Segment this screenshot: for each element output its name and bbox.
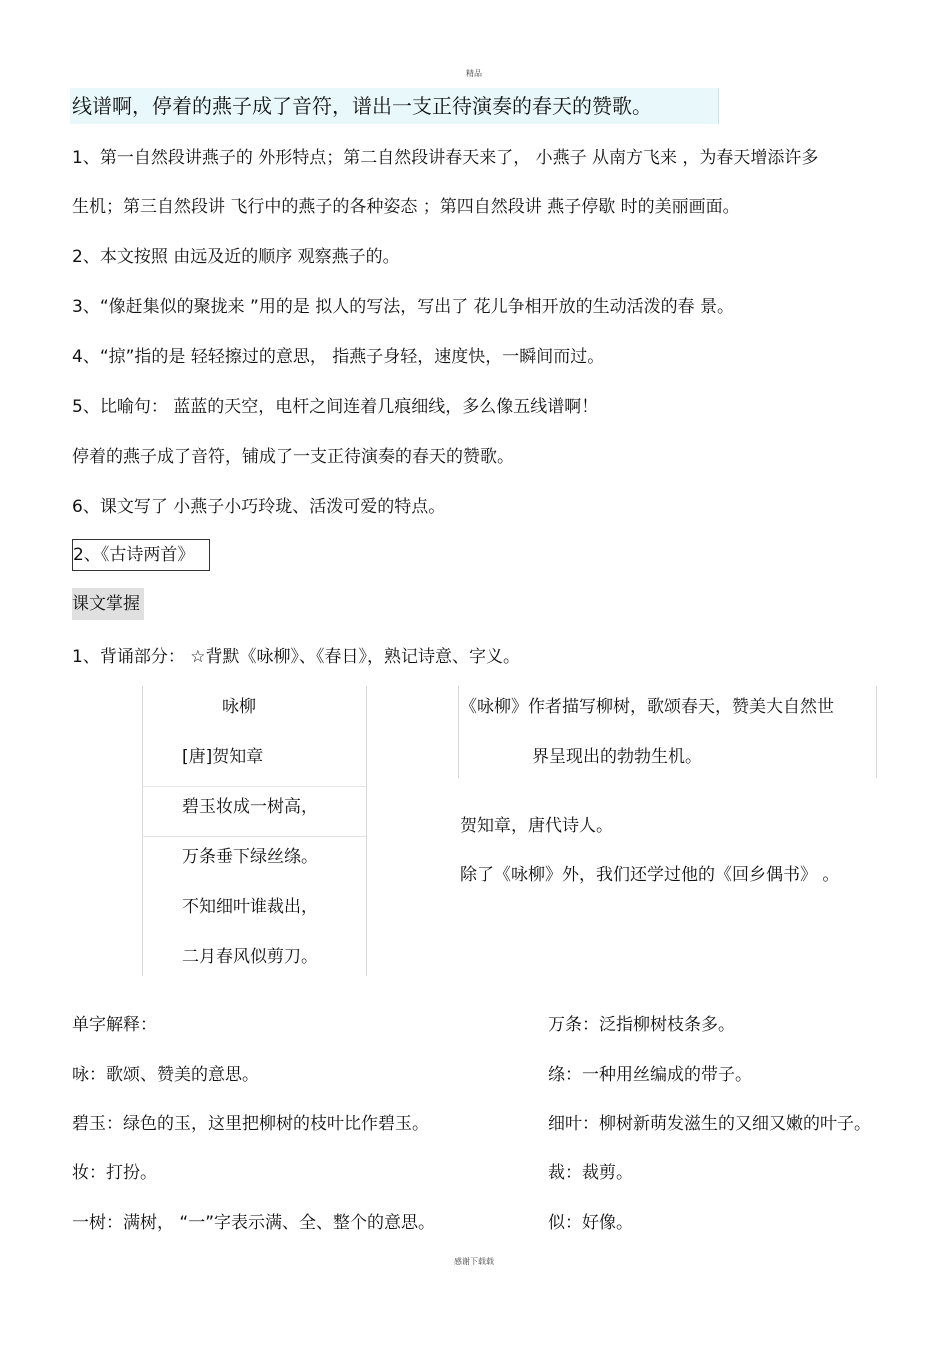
- paragraph-5b: 停着的燕子成了音符，铺成了一支正待演奏的春天的赞歌。: [72, 447, 514, 467]
- glossary-right-item: 裁：裁剪。: [548, 1163, 633, 1183]
- recite-line: 1、背诵部分： ☆背默《咏柳》、《春日》，熟记诗意、字义。: [72, 647, 520, 667]
- poem-line-4: 二月春风似剪刀。: [182, 947, 318, 967]
- paragraph-5a: 5、比喻句： 蓝蓝的天空，电杆之间连着几痕细线，多么像五线谱啊！: [72, 397, 599, 417]
- poem-line-2: 万条垂下绿丝绦。: [182, 847, 318, 867]
- paragraph-2: 2、本文按照 由远及近的顺序 观察燕子的。: [72, 247, 400, 267]
- glossary-right-item: 细叶：柳树新萌发滋生的又细又嫩的叶子。: [548, 1114, 871, 1134]
- glossary-left-item: 一树：满树， “一”字表示满、全、整个的意思。: [72, 1213, 436, 1233]
- paragraph-1b: 生机；第三自然段讲 飞行中的燕子的各种姿态 ；第四自然段讲 燕子停歇 时的美丽画面。: [72, 197, 740, 217]
- poem-line-3: 不知细叶谁裁出，: [182, 897, 318, 917]
- poem-row-divider: [142, 786, 366, 787]
- header-note: 精品: [466, 69, 482, 78]
- notes-border-right: [876, 686, 877, 778]
- glossary-right-item: 万条：泛指柳树枝条多。: [548, 1015, 735, 1035]
- section-title: 2、《古诗两首》: [72, 539, 210, 571]
- glossary-left-item: 碧玉：绿色的玉，这里把柳树的枝叶比作碧玉。: [72, 1114, 429, 1134]
- poem-border-left: [142, 686, 143, 976]
- paragraph-6: 6、课文写了 小燕子小巧玲珑、活泼可爱的特点。: [72, 497, 446, 517]
- glossary-title: 单字解释：: [72, 1015, 157, 1035]
- poem-note-2: 界呈现出的勃勃生机。: [532, 747, 702, 767]
- poem-row-divider: [142, 836, 366, 837]
- glossary-right-item: 绦：一种用丝编成的带子。: [548, 1065, 752, 1085]
- title-line: 线谱啊，停着的燕子成了音符，谱出一支正待演奏的春天的赞歌。: [72, 94, 652, 118]
- poem-note-3: 贺知章，唐代诗人。: [460, 816, 613, 836]
- glossary-left-item: 咏：歌颂、赞美的意思。: [72, 1065, 259, 1085]
- poem-line-1: 碧玉妆成一树高，: [182, 797, 318, 817]
- glossary-left-item: 妆：打扮。: [72, 1163, 157, 1183]
- glossary-right-item: 似：好像。: [548, 1213, 633, 1233]
- paragraph-4: 4、“掠”指的是 轻轻擦过的意思， 指燕子身轻，速度快，一瞬间而过。: [72, 347, 605, 367]
- notes-border-left: [458, 686, 459, 778]
- poem-title: 咏柳: [222, 697, 256, 717]
- poem-note-1: 《咏柳》作者描写柳树，歌颂春天，赞美大自然世: [460, 697, 834, 717]
- paragraph-1a: 1、第一自然段讲燕子的 外形特点；第二自然段讲春天来了， 小燕子 从南方飞来 ，为春天增添许多: [72, 148, 819, 168]
- poem-author: [唐]贺知章: [182, 747, 264, 767]
- footer-note: 感谢下载载: [454, 1257, 494, 1266]
- poem-border-right: [366, 686, 367, 976]
- paragraph-3: 3、“像赶集似的聚拢来 ”用的是 拟人的写法，写出了 花儿争相开放的生动活泼的春 景。: [72, 297, 735, 317]
- section-subtitle: 课文掌握: [72, 588, 144, 620]
- poem-note-4: 除了《咏柳》外，我们还学过他的《回乡偶书》 。: [460, 865, 840, 885]
